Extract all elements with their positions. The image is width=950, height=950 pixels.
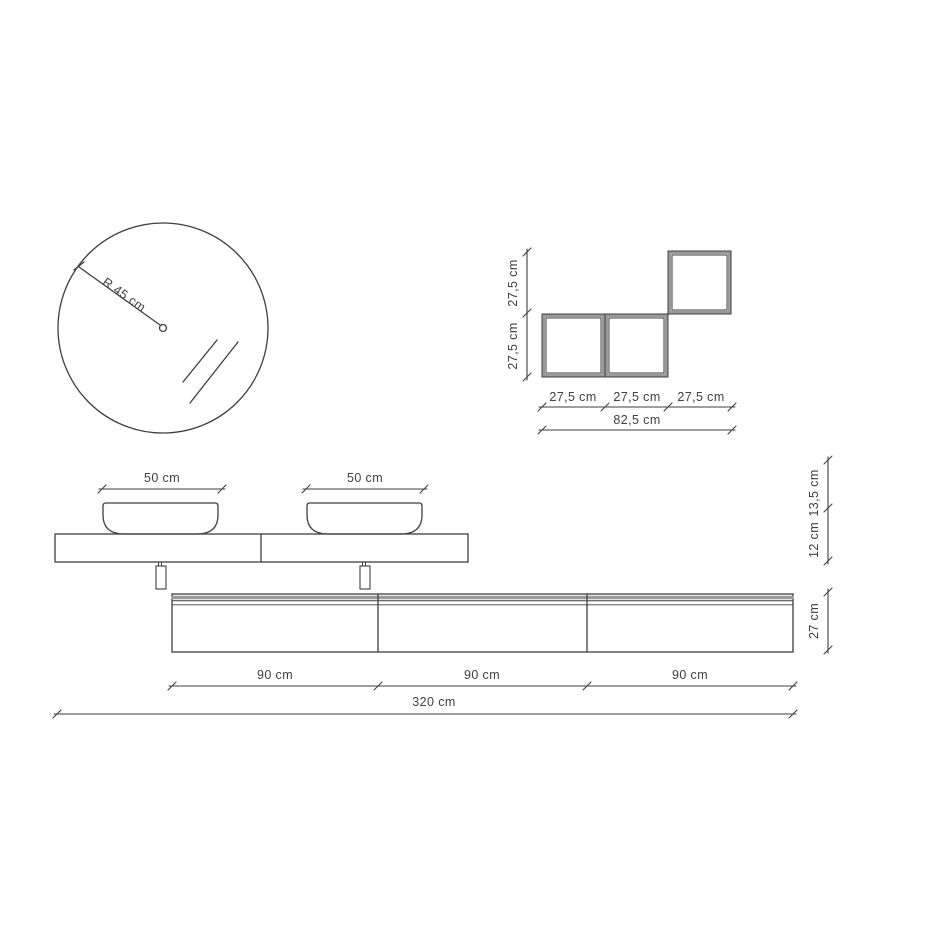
base-cabinet-module-width-label: 90 cm: [463, 667, 501, 682]
base-cabinet-module-width-label: 90 cm: [671, 667, 709, 682]
mirror-radius-label: R 45 cm: [99, 274, 149, 315]
wall-cabinet-width-label: 27,5 cm: [613, 389, 661, 404]
wall-cabinet-width-label: 27,5 cm: [549, 389, 597, 404]
base-cabinet: [172, 594, 793, 652]
total-width-dimension: [53, 710, 797, 718]
base-cabinet-module-width-label: 90 cm: [256, 667, 294, 682]
wall-cabinet-height-label: 27,5 cm: [505, 259, 520, 307]
mirror-center-point: [160, 325, 167, 332]
wall-cabinet-total-width-label: 82,5 cm: [613, 412, 661, 427]
worktop-height-dimension: [824, 456, 832, 565]
worktop-thickness-label: 12 cm: [806, 521, 821, 559]
wall-cabinet-width-dimension: [538, 403, 736, 411]
basin-height-label: 13,5 cm: [806, 469, 821, 517]
wall-cabinet-width-label: 27,5 cm: [677, 389, 725, 404]
mirror-circle: [58, 223, 268, 433]
washbasin-width-label: 50 cm: [143, 470, 181, 485]
basin-width-dimensions: [98, 485, 428, 493]
wall-cabinet-total-width-dimension: [538, 426, 736, 434]
base-cabinet-height-dimension: [824, 588, 832, 654]
worktop: [55, 534, 468, 589]
base-cabinet-width-dimension: [168, 682, 797, 690]
washbasin-width-label: 50 cm: [346, 470, 384, 485]
wall-cabinet-height-label: 27,5 cm: [505, 322, 520, 370]
washbasins: [103, 503, 422, 534]
mirror-shine-line: [190, 342, 238, 403]
base-cabinet-height-label: 27 cm: [806, 602, 821, 640]
wall-cabinet-modules: [542, 251, 731, 377]
total-width-label: 320 cm: [412, 694, 456, 709]
wall-cabinet-height-dimension: [523, 248, 531, 381]
